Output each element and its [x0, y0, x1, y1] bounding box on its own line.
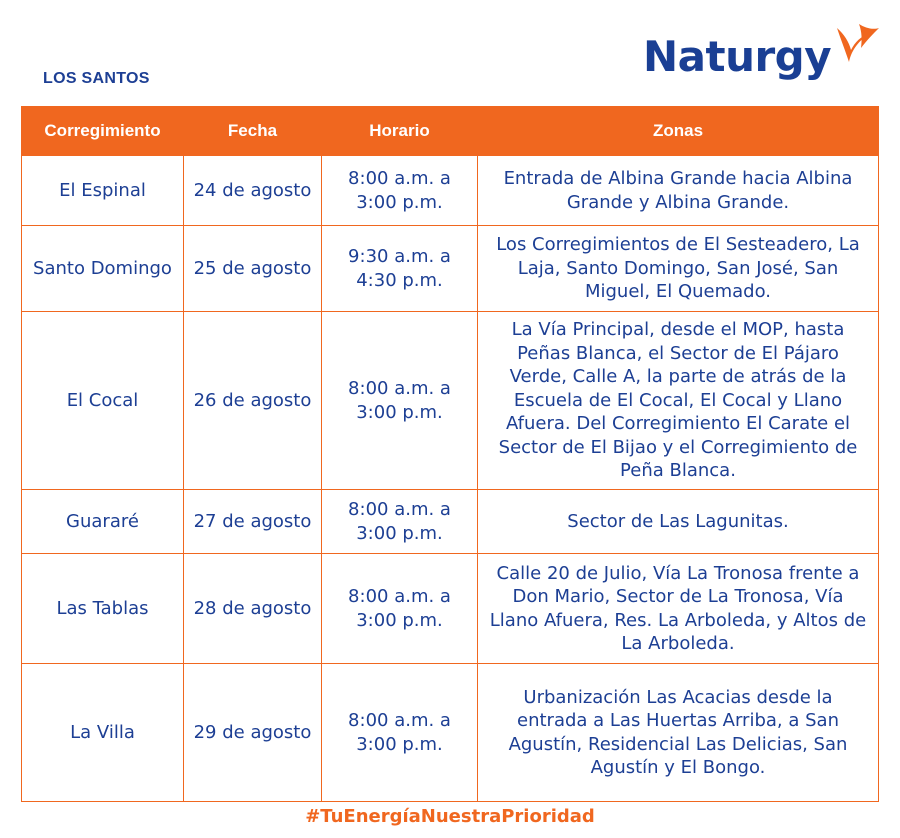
cell-corregimiento: Santo Domingo [22, 226, 184, 312]
cell-corregimiento: La Villa [22, 664, 184, 802]
cell-corregimiento: Las Tablas [22, 554, 184, 664]
table-row [22, 156, 879, 226]
hashtag: #TuEnergíaNuestraPrioridad [305, 806, 595, 827]
cell-zonas: Entrada de Albina Grande hacia Albina Grande y Albina Grande. [478, 156, 879, 226]
table-header-row [22, 107, 879, 156]
cell-fecha: 28 de agosto [184, 554, 322, 664]
cell-zonas: Calle 20 de Julio, Vía La Tronosa frente a Don Mario, Sector de La Tronosa, Vía Llano Afuera, Res. La Arboleda, y Altos de La Arboleda. [478, 554, 879, 664]
table-row [22, 312, 879, 490]
cell-corregimiento: El Espinal [22, 156, 184, 226]
cell-horario: 8:00 a.m. a 3:00 p.m. [322, 490, 478, 554]
butterfly-icon [829, 18, 881, 70]
cell-corregimiento: El Cocal [22, 312, 184, 490]
cell-horario: 9:30 a.m. a 4:30 p.m. [322, 226, 478, 312]
cell-fecha: 29 de agosto [184, 664, 322, 802]
cell-fecha: 24 de agosto [184, 156, 322, 226]
cell-horario: 8:00 a.m. a 3:00 p.m. [322, 554, 478, 664]
logo-wordmark: Naturgy [643, 32, 832, 81]
cell-zonas: La Vía Principal, desde el MOP, hasta Peñas Blanca, el Sector de El Pájaro Verde, Calle A, la parte de atrás de la Escuela de El Cocal, El Cocal y Llano Afuera. Del Corregimiento El Carate el Sector de El Bijao y el Corregimiento de Peña Blanca. [478, 312, 879, 490]
header-horario: Horario [322, 107, 478, 156]
cell-zonas: Urbanización Las Acacias desde la entrada a Las Huertas Arriba, a San Agustín, Residencial Las Delicias, San Agustín y El Bongo. [478, 664, 879, 802]
header-zonas: Zonas [478, 107, 879, 156]
schedule-table [21, 106, 879, 802]
table-row [22, 226, 879, 312]
cell-horario: 8:00 a.m. a 3:00 p.m. [322, 156, 478, 226]
cell-zonas: Los Corregimientos de El Sesteadero, La Laja, Santo Domingo, San José, San Miguel, El Quemado. [478, 226, 879, 312]
table-row [22, 664, 879, 802]
header-fecha: Fecha [184, 107, 322, 156]
naturgy-logo [643, 18, 883, 88]
table-row [22, 490, 879, 554]
cell-fecha: 25 de agosto [184, 226, 322, 312]
table-row [22, 554, 879, 664]
cell-horario: 8:00 a.m. a 3:00 p.m. [322, 312, 478, 490]
header-corregimiento: Corregimiento [22, 107, 184, 156]
cell-horario: 8:00 a.m. a 3:00 p.m. [322, 664, 478, 802]
region-title: LOS SANTOS [43, 70, 150, 87]
cell-zonas: Sector de Las Lagunitas. [478, 490, 879, 554]
cell-corregimiento: Guararé [22, 490, 184, 554]
cell-fecha: 27 de agosto [184, 490, 322, 554]
cell-fecha: 26 de agosto [184, 312, 322, 490]
